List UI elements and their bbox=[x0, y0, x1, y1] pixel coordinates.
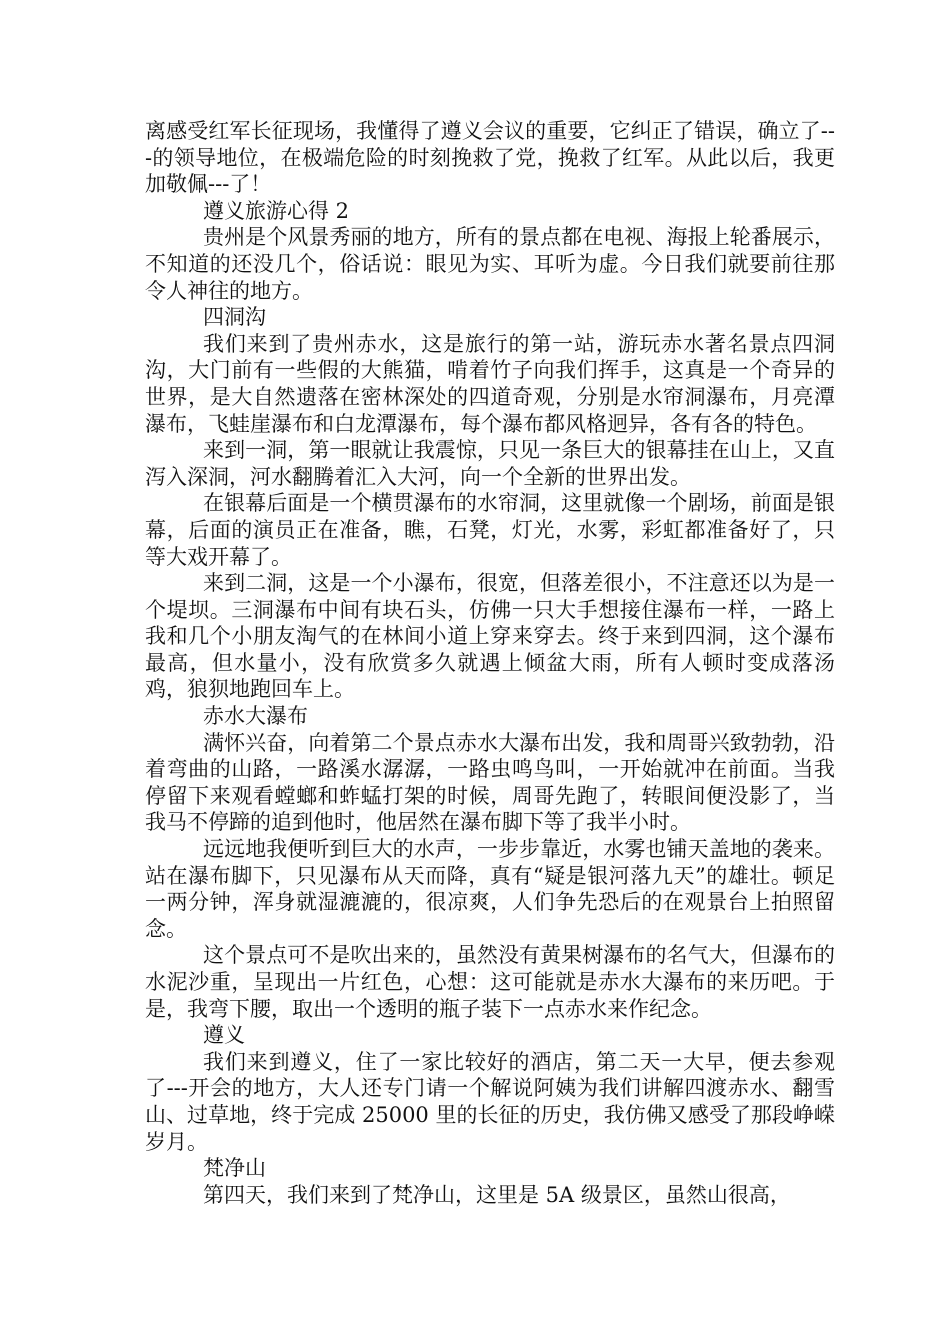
paragraph: 贵州是个风景秀丽的地方，所有的景点都在电视、海报上轮番展示，不知道的还没几个，俗话说：眼见为实、耳听为虚。今日我们就要前往那令人神往的地方。 bbox=[145, 225, 835, 303]
paragraph: 第四天，我们来到了梵净山，这里是 5A 级景区，虽然山很高， bbox=[203, 1182, 791, 1207]
section-heading: 遵义 bbox=[203, 1023, 245, 1048]
paragraph: 在银幕后面是一个横贯瀑布的水帘洞，这里就像一个剧场，前面是银幕，后面的演员正在准备，瞧，石凳，灯光，水雾，彩虹都准备好了，只等大戏开幕了。 bbox=[145, 491, 835, 569]
document-body bbox=[145, 118, 835, 1208]
paragraph: 这个景点可不是吹出来的，虽然没有黄果树瀑布的名气大，但瀑布的水泥沙重，呈现出一片红色，心想：这可能就是赤水大瀑布的来历吧。于是，我弯下腰，取出一个透明的瓶子装下一点赤水来作纪念。 bbox=[145, 943, 835, 1021]
section-heading: 赤水大瀑布 bbox=[203, 704, 308, 729]
paragraph: 我们来到了贵州赤水，这是旅行的第一站，游玩赤水著名景点四洞沟，大门前有一些假的大熊猫，啃着竹子向我们挥手，这真是一个奇异的世界，是大自然遗落在密林深处的四道奇观，分别是水帘洞瀑布，月亮潭瀑布，飞蛙崖瀑布和白龙潭瀑布，每个瀑布都风格迥异，各有各的特色。 bbox=[145, 331, 835, 436]
section-heading: 遵义旅游心得 2 bbox=[203, 198, 350, 223]
paragraph: 远远地我便听到巨大的水声，一步步靠近，水雾也铺天盖地的袭来。站在瀑布脚下，只见瀑布从天而降，真有“疑是银河落九天”的雄壮。顿足一两分钟，浑身就湿漉漉的，很凉爽，人们争先恐后的在观景台上拍照留念。 bbox=[145, 837, 835, 941]
section-heading: 四洞沟 bbox=[203, 305, 266, 330]
paragraph: 来到二洞，这是一个小瀑布，很宽，但落差很小，不注意还以为是一个堤坝。三洞瀑布中间有块石头，仿佛一只大手想接住瀑布一样，一路上我和几个小朋友淘气的在林间小道上穿来穿去。终于来到四洞，这个瀑布最高，但水量小，没有欣赏多久就遇上倾盆大雨，所有人顿时变成落汤鸡，狼狈地跑回车上。 bbox=[145, 571, 835, 702]
paragraph: 满怀兴奋，向着第二个景点赤水大瀑布出发，我和周哥兴致勃勃，沿着弯曲的山路，一路溪水潺潺，一路虫鸣鸟叫，一开始就冲在前面。当我停留下来观看螳螂和蚱蜢打架的时候，周哥先跑了，转眼间便没影了，当我马不停蹄的追到他时，他居然在瀑布脚下等了我半小时。 bbox=[145, 730, 835, 835]
paragraph: 来到一洞，第一眼就让我震惊，只见一条巨大的银幕挂在山上，又直泻入深洞，河水翻腾着汇入大河，向一个全新的世界出发。 bbox=[145, 438, 835, 489]
paragraph: 我们来到遵义，住了一家比较好的酒店，第二天一大早，便去参观了---开会的地方，大人还专门请一个解说阿姨为我们讲解四渡赤水、翻雪山、过草地，终于完成 25000 里的长征的历史，我仿佛又感受了那段峥嵘岁月。 bbox=[145, 1049, 835, 1154]
paragraph: 离感受红军长征现场，我懂得了遵义会议的重要，它纠正了错误，确立了---的领导地位，在极端危险的时刻挽救了党，挽救了红军。从此以后，我更加敬佩---了！ bbox=[145, 119, 835, 197]
section-heading: 梵净山 bbox=[203, 1156, 266, 1181]
